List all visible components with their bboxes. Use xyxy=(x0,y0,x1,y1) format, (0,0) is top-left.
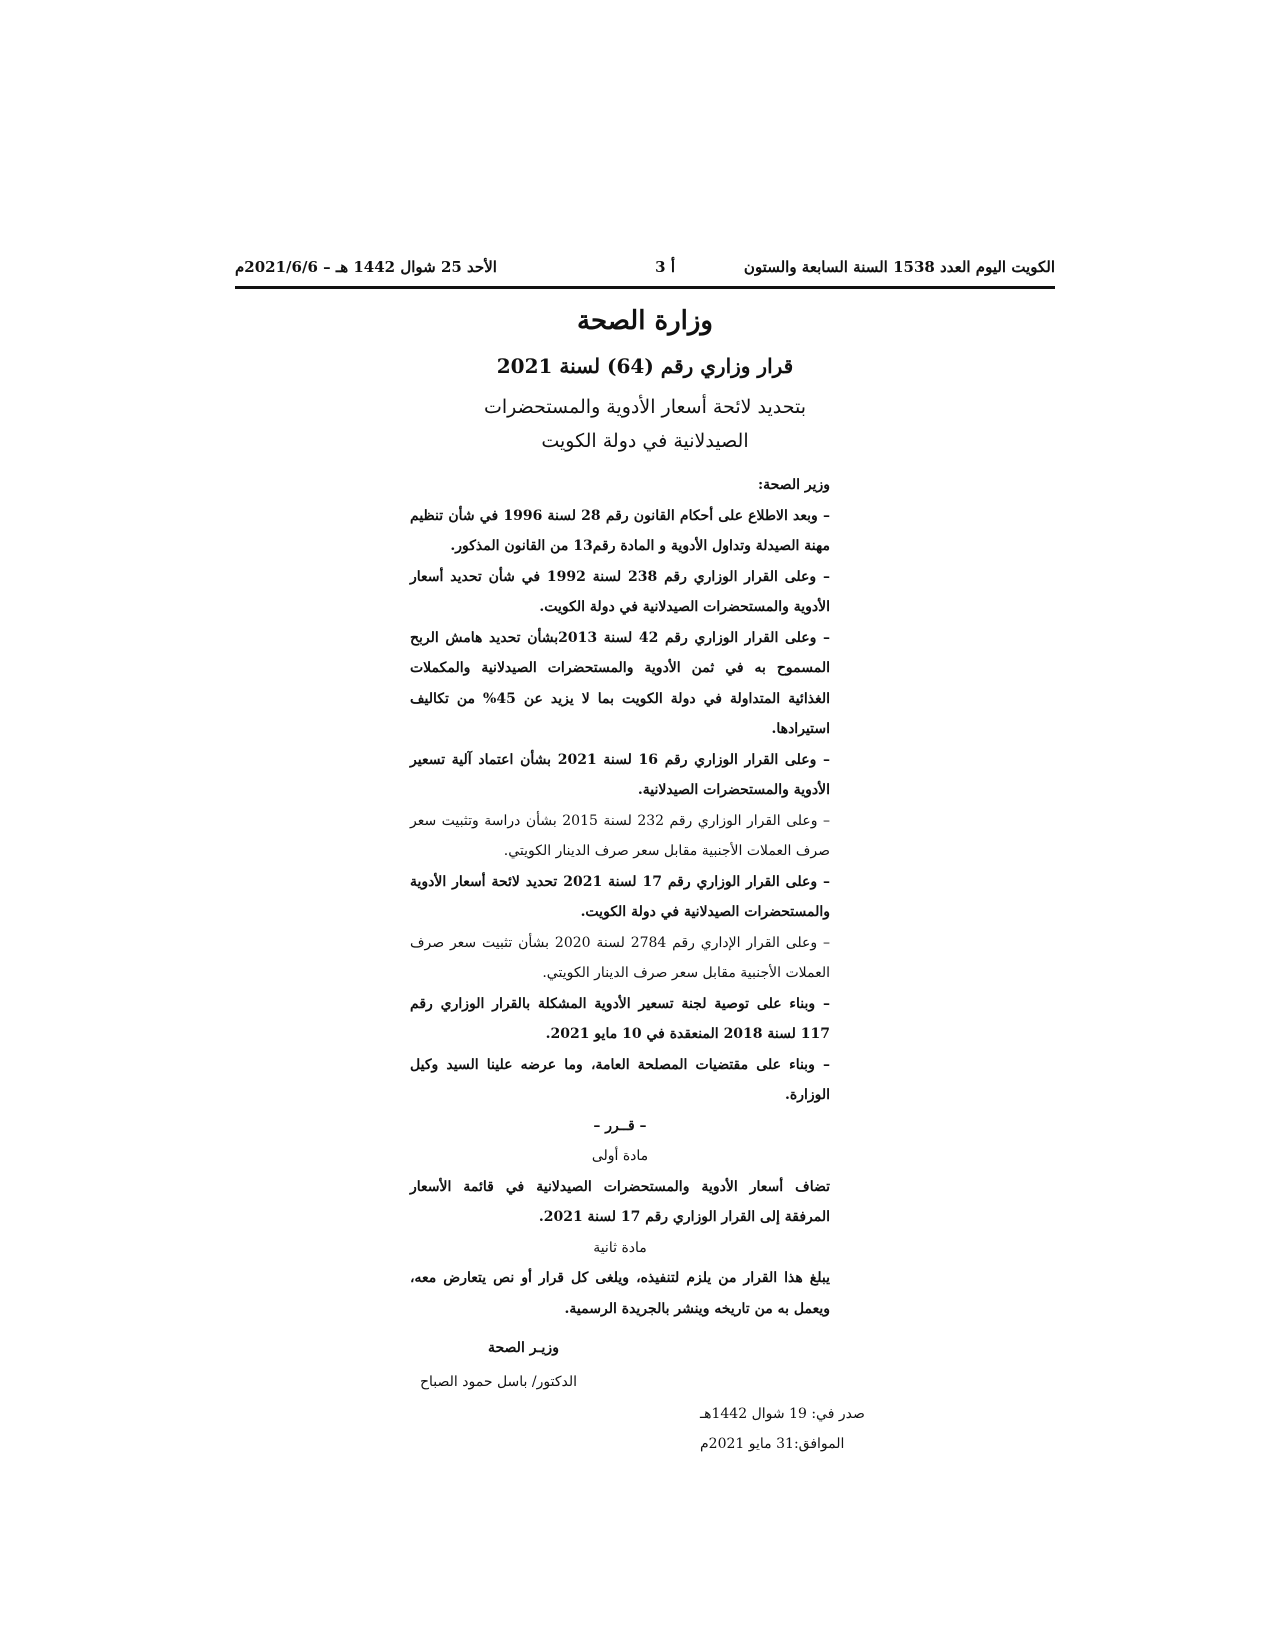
minister-heading: وزير الصحة: xyxy=(757,477,830,493)
article-2-title: مادة ثانية xyxy=(593,1239,647,1256)
corresponding-date: الموافق:31 مايو 2021م xyxy=(700,1436,845,1452)
signature-title: وزيـر الصحة xyxy=(488,1340,559,1356)
preamble-clause: – وعلى القرار الوزاري رقم 238 لسنة 1992 في شأن تحديد أسعار الأدوية والمستحضرات الصيدلانية في دولة الكويت. xyxy=(410,568,830,615)
decision-subtitle-1: بتحديد لائحة أسعار الأدوية والمستحضرات xyxy=(483,396,807,418)
decision-body xyxy=(410,470,830,1324)
page-header xyxy=(235,258,1055,288)
preamble-clause: – وبناء على توصية لجنة تسعير الأدوية المشكلة بالقرار الوزاري رقم 117 لسنة 2018 المنعقدة في 10 مايو 2021. xyxy=(410,995,830,1042)
header-date: الأحد 25 شوال 1442 هـ – 2021/6/6م xyxy=(235,258,497,276)
header-issue: الكويت اليوم العدد 1538 السنة السابعة والستون xyxy=(743,258,1055,276)
ministry-title: وزارة الصحة xyxy=(577,306,713,336)
article-2-text: يبلغ هذا القرار من يلزم لتنفيذه، ويلغى كل قرار أو نص يتعارض معه، ويعمل به من تاريخه وينشر بالجريدة الرسمية. xyxy=(410,1270,830,1317)
header-page-number: أ 3 xyxy=(655,258,675,276)
preamble-clause: – وبناء على مقتضيات المصلحة العامة، وما عرضه علينا السيد وكيل الوزارة. xyxy=(410,1056,830,1103)
article-1-text: تضاف أسعار الأدوية والمستحضرات الصيدلانية في قائمة الأسعار المرفقة إلى القرار الوزاري رقم 17 لسنة 2021. xyxy=(410,1178,830,1225)
preamble-clause: – وعلى القرار الوزاري رقم 42 لسنة 2013بشأن تحديد هامش الربح المسموح به في ثمن الأدوية والمستحضرات الصيدلانية والمكملات الغذائية المتداولة في دولة الكويت بما لا يزيد عن 45% من تكاليف استيرادها. xyxy=(410,629,830,737)
preamble-clause: – وعلى القرار الوزاري رقم 16 لسنة 2021 بشأن اعتماد آلية تسعير الأدوية والمستحضرات الصيدلانية. xyxy=(410,751,831,798)
preamble-clause: – وبعد الاطلاع على أحكام القانون رقم 28 لسنة 1996 في شأن تنظيم مهنة الصيدلة وتداول الأدوية و المادة رقم13 من القانون المذكور. xyxy=(410,507,830,554)
preamble-clause: – وعلى القرار الوزاري رقم 232 لسنة 2015 بشأن دراسة وتثبيت سعر صرف العملات الأجنبية مقابل سعر صرف الدينار الكويتي. xyxy=(410,812,830,859)
decided-heading: – قــرر – xyxy=(593,1117,647,1134)
issued-date: صدر في: 19 شوال 1442هـ xyxy=(700,1406,865,1422)
decision-subtitle-2: الصيدلانية في دولة الكويت xyxy=(541,430,749,452)
header-rule xyxy=(235,286,1055,289)
decision-title: قرار وزاري رقم (64) لسنة 2021 xyxy=(496,354,794,378)
article-1-title: مادة أولى xyxy=(591,1148,649,1164)
preamble-clause: – وعلى القرار الإداري رقم 2784 لسنة 2020 بشأن تثبيت سعر صرف العملات الأجنبية مقابل سعر صرف الدينار الكويتي. xyxy=(410,934,831,981)
signature-name: الدكتور/ باسل حمود الصباح xyxy=(420,1374,577,1390)
preamble-clause: – وعلى القرار الوزاري رقم 17 لسنة 2021 تحديد لائحة أسعار الأدوية والمستحضرات الصيدلانية في دولة الكويت. xyxy=(410,873,830,920)
